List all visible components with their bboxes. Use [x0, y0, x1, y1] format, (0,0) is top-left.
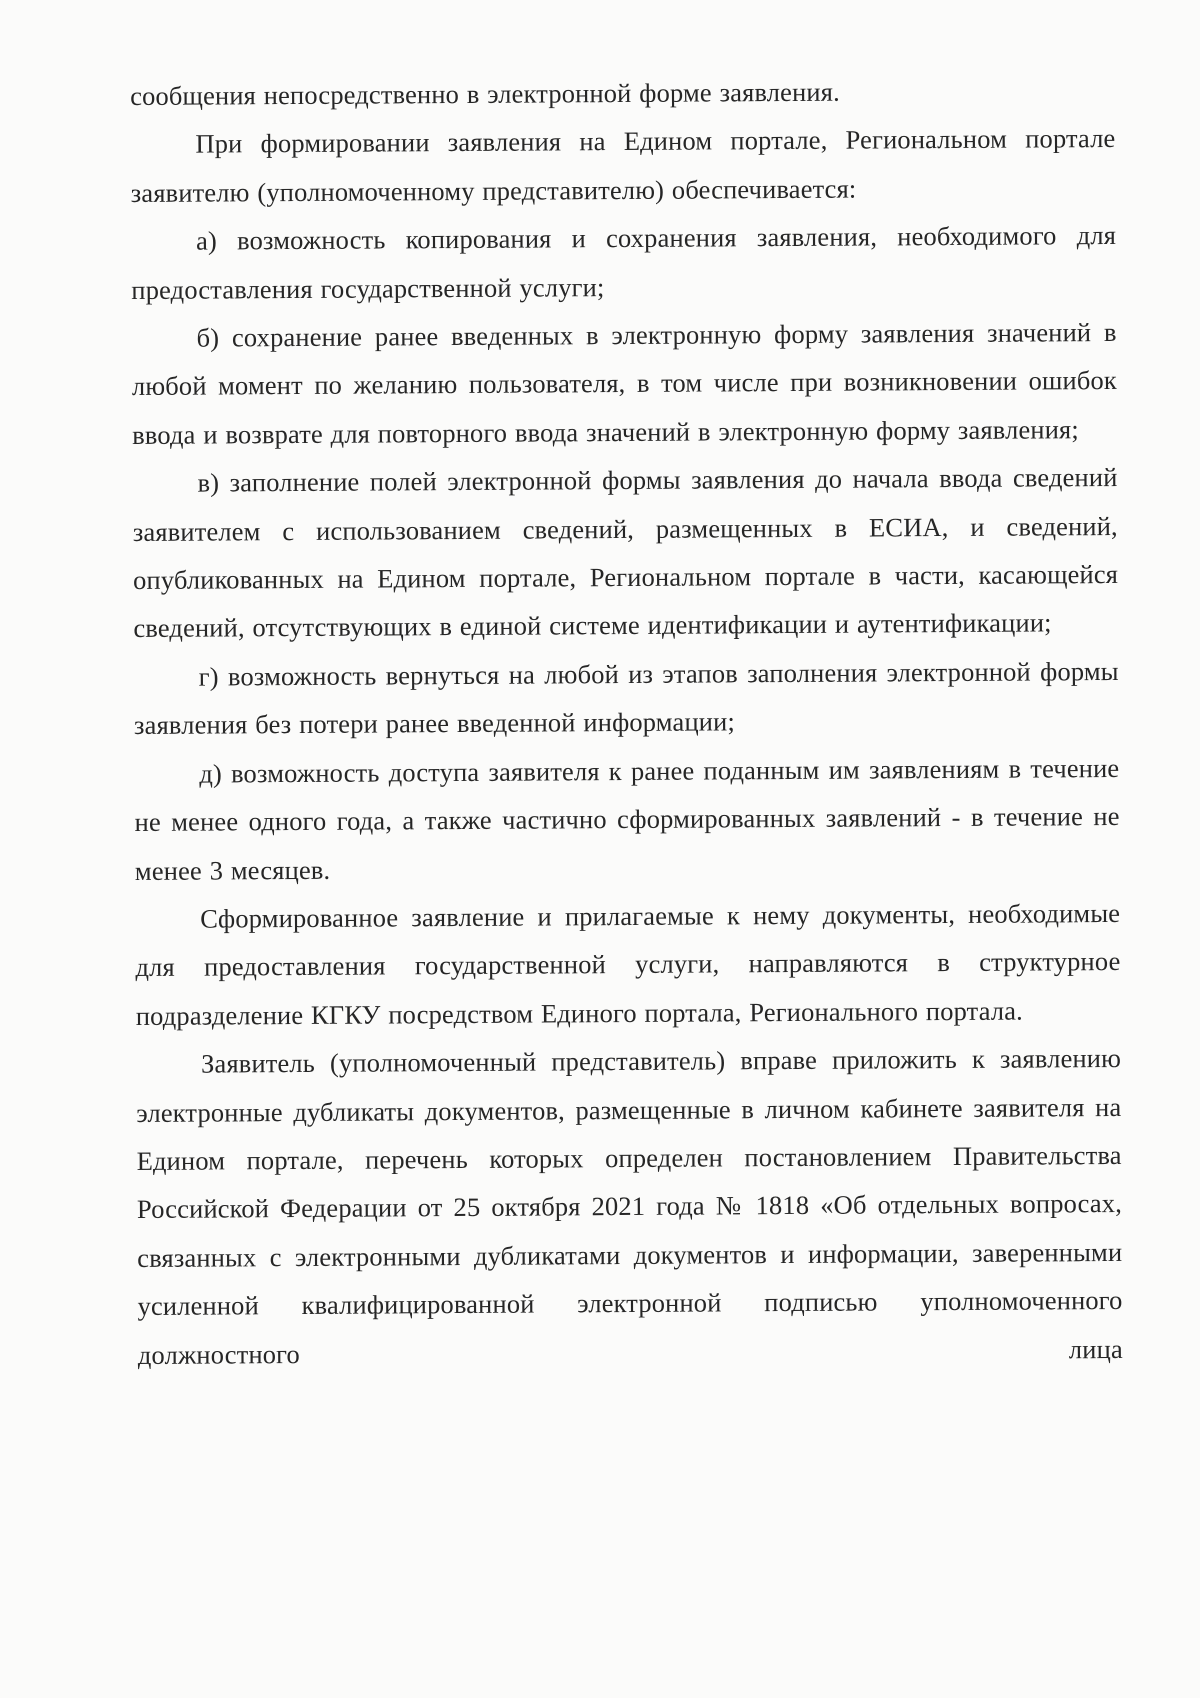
- paragraph-portal-intro: При формировании заявления на Едином портале, Региональном портале заявителю (уполномоченному представителю) обеспечивается:: [130, 123, 1116, 208]
- paragraph-item-d: д) возможность доступа заявителя к ранее поданным им заявлениям в течение не менее одного года, а также частично сформированных заявлений - в течение не менее 3 месяцев.: [134, 752, 1120, 886]
- paragraph-duplicates: Заявитель (уполномоченный представитель) вправе приложить к заявлению электронные дубликаты документов, размещенные в личном кабинете заявителя на Едином портале, перечень которых определен постановлением Правительства Российской Федерации от 25 октября 2021 года № 1818 «Об отдельных вопросах, связанных с электронными дубликатами документов и информации, заверенными усиленной квалифицированной электронной подписью уполномоченного должностного лица: [136, 1043, 1123, 1370]
- paragraph-item-a: а) возможность копирования и сохранения заявления, необходимого для предоставления государственной услуги;: [131, 220, 1117, 305]
- paragraph-item-b: б) сохранение ранее введенных в электронную форму заявления значений в любой момент по желанию пользователя, в том числе при возникновении ошибок ввода и возврате для повторного ввода значений в электронную форму заявления;: [131, 317, 1117, 450]
- document-body: [130, 66, 1123, 1379]
- paragraph-item-v: в) заполнение полей электронной формы заявления до начала ввода сведений заявителем с использованием сведений, размещенных в ЕСИА, и сведений, опубликованных на Едином портале, Региональном портале в части, касающейся сведений, отсутствующих в единой системе идентификации и аутентификации;: [132, 462, 1119, 644]
- paragraph-item-g: г) возможность вернуться на любой из этапов заполнения электронной формы заявления без потери ранее введенной информации;: [133, 655, 1119, 741]
- paragraph-submission: Сформированное заявление и прилагаемые к нему документы, необходимые для предоставления государственной услуги, направляются в структурное подразделение КГКУ посредством Единого портала, Регионального портала.: [135, 897, 1121, 1031]
- paragraph-continuation: сообщения непосредственно в электронной форме заявления.: [130, 76, 840, 111]
